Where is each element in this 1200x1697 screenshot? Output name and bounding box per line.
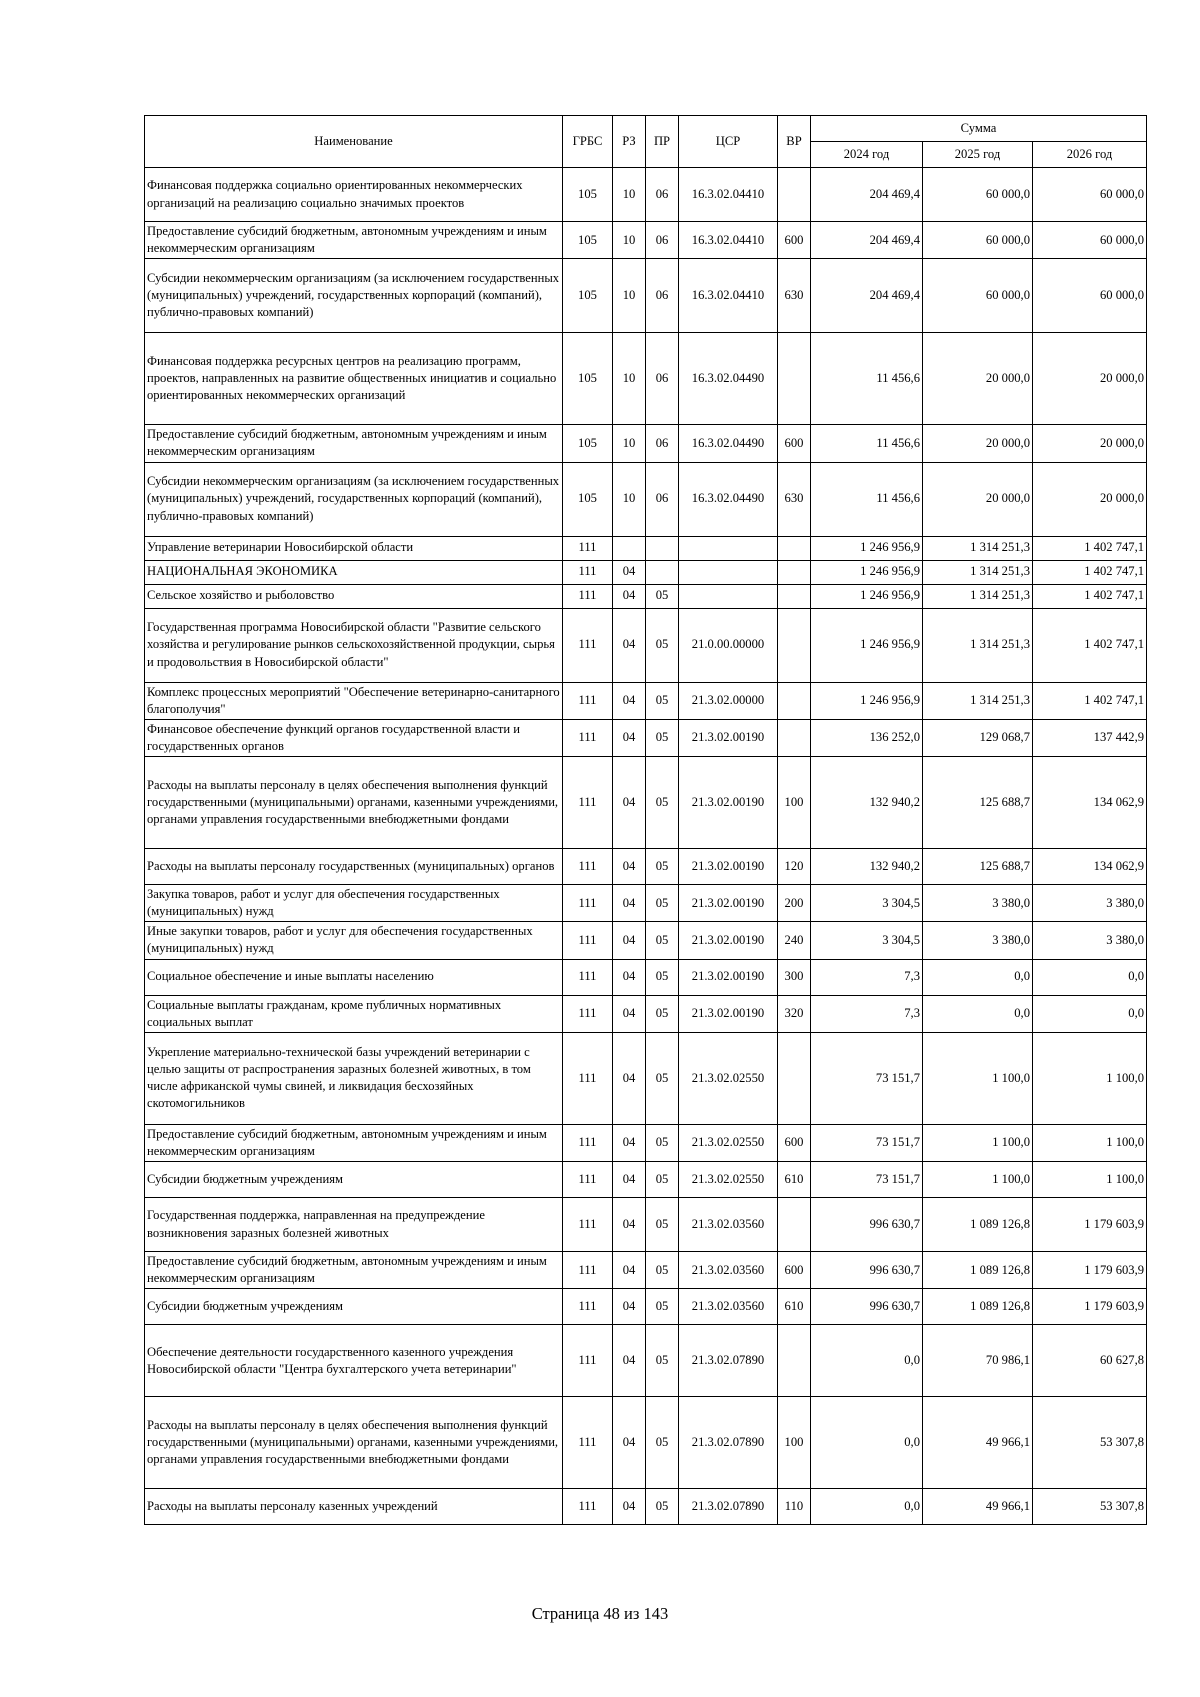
cell-grbs: 111	[563, 995, 613, 1032]
header-year-2026: 2026 год	[1033, 142, 1147, 168]
cell-name: Иные закупки товаров, работ и услуг для обеспечения государственных (муниципальных) нужд	[145, 922, 563, 959]
table-row	[145, 959, 1147, 995]
cell-y2024: 3 304,5	[811, 885, 923, 922]
cell-vr: 240	[778, 922, 811, 959]
cell-rz: 04	[613, 1397, 646, 1489]
table-row	[145, 1252, 1147, 1289]
cell-csr: 21.3.02.00000	[679, 682, 778, 719]
cell-y2026: 53 307,8	[1033, 1489, 1147, 1525]
cell-y2025: 0,0	[923, 959, 1033, 995]
cell-vr: 630	[778, 259, 811, 333]
cell-y2024: 73 151,7	[811, 1162, 923, 1198]
cell-csr	[679, 584, 778, 608]
cell-csr: 21.3.02.02550	[679, 1032, 778, 1124]
cell-y2025: 1 314 251,3	[923, 584, 1033, 608]
table-row	[145, 536, 1147, 560]
header-year-2025: 2025 год	[923, 142, 1033, 168]
cell-name: Субсидии некоммерческим организациям (за исключением государственных (муниципальных) учреждений, государственных корпораций (компаний), публично-правовых компаний)	[145, 462, 563, 536]
cell-name: Социальные выплаты гражданам, кроме публичных нормативных социальных выплат	[145, 995, 563, 1032]
cell-y2025: 3 380,0	[923, 885, 1033, 922]
cell-rz: 04	[613, 682, 646, 719]
cell-pr	[646, 536, 679, 560]
cell-pr	[646, 560, 679, 584]
header-grbs: ГРБС	[563, 116, 613, 168]
page-number: Страница 48 из 143	[531, 1604, 669, 1623]
cell-y2024: 7,3	[811, 959, 923, 995]
cell-rz: 04	[613, 1325, 646, 1397]
cell-csr: 16.3.02.04490	[679, 462, 778, 536]
cell-name: Государственная поддержка, направленная на предупреждение возникновения заразных болезней животных	[145, 1198, 563, 1252]
cell-csr: 21.3.02.02550	[679, 1124, 778, 1161]
cell-csr: 21.3.02.02550	[679, 1162, 778, 1198]
cell-y2026: 60 627,8	[1033, 1325, 1147, 1397]
cell-y2026: 20 000,0	[1033, 333, 1147, 425]
cell-y2024: 11 456,6	[811, 462, 923, 536]
cell-name: Финансовое обеспечение функций органов государственной власти и государственных органов	[145, 719, 563, 756]
cell-csr: 16.3.02.04410	[679, 168, 778, 222]
cell-grbs: 111	[563, 584, 613, 608]
cell-csr: 21.3.02.03560	[679, 1289, 778, 1325]
cell-rz: 04	[613, 1198, 646, 1252]
cell-rz: 04	[613, 995, 646, 1032]
cell-y2024: 996 630,7	[811, 1252, 923, 1289]
cell-vr: 610	[778, 1289, 811, 1325]
cell-grbs: 111	[563, 1252, 613, 1289]
cell-name: Предоставление субсидий бюджетным, автономным учреждениям и иным некоммерческим организациям	[145, 1252, 563, 1289]
cell-pr: 05	[646, 885, 679, 922]
cell-pr: 05	[646, 995, 679, 1032]
cell-vr	[778, 1325, 811, 1397]
cell-y2026: 134 062,9	[1033, 849, 1147, 885]
cell-y2024: 204 469,4	[811, 259, 923, 333]
cell-y2024: 1 246 956,9	[811, 536, 923, 560]
cell-name: Финансовая поддержка ресурсных центров на реализацию программ, проектов, направленных на развитие общественных инициатив и социально ориентированных некоммерческих организаций	[145, 333, 563, 425]
cell-pr: 06	[646, 333, 679, 425]
cell-grbs: 111	[563, 922, 613, 959]
table-row	[145, 849, 1147, 885]
cell-grbs: 111	[563, 757, 613, 849]
cell-vr	[778, 682, 811, 719]
table-row	[145, 1397, 1147, 1489]
table-row	[145, 719, 1147, 756]
cell-y2025: 1 314 251,3	[923, 560, 1033, 584]
cell-pr: 05	[646, 1162, 679, 1198]
cell-y2025: 70 986,1	[923, 1325, 1033, 1397]
cell-grbs: 111	[563, 536, 613, 560]
cell-csr: 16.3.02.04490	[679, 425, 778, 462]
cell-grbs: 111	[563, 1032, 613, 1124]
cell-pr: 05	[646, 1397, 679, 1489]
table-row	[145, 995, 1147, 1032]
cell-y2026: 0,0	[1033, 995, 1147, 1032]
budget-table	[144, 115, 1147, 1525]
cell-rz: 04	[613, 885, 646, 922]
cell-vr	[778, 584, 811, 608]
header-vr: ВР	[778, 116, 811, 168]
cell-y2025: 60 000,0	[923, 259, 1033, 333]
cell-vr: 110	[778, 1489, 811, 1525]
cell-y2024: 996 630,7	[811, 1289, 923, 1325]
cell-vr	[778, 168, 811, 222]
table-row	[145, 462, 1147, 536]
cell-csr	[679, 536, 778, 560]
cell-name: Расходы на выплаты персоналу казенных учреждений	[145, 1489, 563, 1525]
cell-y2024: 1 246 956,9	[811, 682, 923, 719]
cell-name: Расходы на выплаты персоналу в целях обеспечения выполнения функций государственными (муниципальными) органами, казенными учреждениями, органами управления государственными внебюджетными фондами	[145, 1397, 563, 1489]
table-row	[145, 1289, 1147, 1325]
cell-y2025: 1 089 126,8	[923, 1198, 1033, 1252]
cell-y2026: 1 100,0	[1033, 1032, 1147, 1124]
header-csr: ЦСР	[679, 116, 778, 168]
cell-y2026: 1 179 603,9	[1033, 1252, 1147, 1289]
cell-y2024: 132 940,2	[811, 757, 923, 849]
cell-y2024: 204 469,4	[811, 222, 923, 259]
cell-rz: 04	[613, 959, 646, 995]
cell-vr: 600	[778, 1124, 811, 1161]
cell-y2025: 1 314 251,3	[923, 536, 1033, 560]
table-row	[145, 1325, 1147, 1397]
cell-vr: 600	[778, 1252, 811, 1289]
table-row	[145, 222, 1147, 259]
table-row	[145, 560, 1147, 584]
cell-y2026: 60 000,0	[1033, 168, 1147, 222]
cell-rz: 04	[613, 1289, 646, 1325]
cell-csr: 21.3.02.00190	[679, 885, 778, 922]
cell-y2026: 3 380,0	[1033, 922, 1147, 959]
cell-y2026: 1 179 603,9	[1033, 1198, 1147, 1252]
cell-pr: 05	[646, 682, 679, 719]
cell-grbs: 111	[563, 682, 613, 719]
cell-grbs: 105	[563, 462, 613, 536]
table-row	[145, 885, 1147, 922]
cell-vr	[778, 1032, 811, 1124]
cell-rz: 10	[613, 259, 646, 333]
cell-y2024: 11 456,6	[811, 333, 923, 425]
cell-name: НАЦИОНАЛЬНАЯ ЭКОНОМИКА	[145, 560, 563, 584]
cell-name: Предоставление субсидий бюджетным, автономным учреждениям и иным некоммерческим организациям	[145, 425, 563, 462]
cell-y2024: 204 469,4	[811, 168, 923, 222]
cell-y2025: 1 100,0	[923, 1032, 1033, 1124]
header-sum: Сумма	[811, 116, 1147, 142]
cell-pr: 05	[646, 719, 679, 756]
header-rz: РЗ	[613, 116, 646, 168]
cell-y2025: 49 966,1	[923, 1489, 1033, 1525]
cell-pr: 06	[646, 425, 679, 462]
cell-grbs: 111	[563, 1124, 613, 1161]
cell-y2026: 134 062,9	[1033, 757, 1147, 849]
cell-csr: 21.3.02.07890	[679, 1397, 778, 1489]
cell-y2024: 73 151,7	[811, 1032, 923, 1124]
cell-pr: 05	[646, 1289, 679, 1325]
cell-rz: 04	[613, 1252, 646, 1289]
header-name: Наименование	[145, 116, 563, 168]
cell-y2025: 60 000,0	[923, 222, 1033, 259]
cell-grbs: 111	[563, 1325, 613, 1397]
cell-rz: 04	[613, 584, 646, 608]
cell-y2025: 1 089 126,8	[923, 1252, 1033, 1289]
cell-rz: 10	[613, 333, 646, 425]
cell-grbs: 111	[563, 959, 613, 995]
cell-pr: 05	[646, 1325, 679, 1397]
cell-y2026: 60 000,0	[1033, 222, 1147, 259]
cell-csr: 21.3.02.00190	[679, 849, 778, 885]
cell-y2025: 1 100,0	[923, 1124, 1033, 1161]
cell-csr: 21.3.02.00190	[679, 959, 778, 995]
cell-csr: 21.3.02.07890	[679, 1325, 778, 1397]
cell-rz: 04	[613, 719, 646, 756]
cell-vr: 600	[778, 425, 811, 462]
cell-grbs: 105	[563, 222, 613, 259]
cell-name: Сельское хозяйство и рыболовство	[145, 584, 563, 608]
cell-grbs: 111	[563, 608, 613, 682]
cell-y2024: 3 304,5	[811, 922, 923, 959]
cell-y2025: 125 688,7	[923, 757, 1033, 849]
cell-rz: 10	[613, 462, 646, 536]
cell-y2025: 1 100,0	[923, 1162, 1033, 1198]
cell-grbs: 111	[563, 1489, 613, 1525]
cell-csr: 21.3.02.00190	[679, 719, 778, 756]
cell-y2024: 7,3	[811, 995, 923, 1032]
table-row	[145, 168, 1147, 222]
cell-name: Государственная программа Новосибирской области "Развитие сельского хозяйства и регулирование рынков сельскохозяйственной продукции, сырья и продовольствия в Новосибирской области"	[145, 608, 563, 682]
cell-grbs: 105	[563, 168, 613, 222]
cell-pr: 05	[646, 1124, 679, 1161]
cell-y2026: 0,0	[1033, 959, 1147, 995]
cell-y2026: 53 307,8	[1033, 1397, 1147, 1489]
cell-name: Субсидии бюджетным учреждениям	[145, 1289, 563, 1325]
cell-vr: 600	[778, 222, 811, 259]
cell-csr: 21.0.00.00000	[679, 608, 778, 682]
cell-vr	[778, 1198, 811, 1252]
cell-y2024: 1 246 956,9	[811, 560, 923, 584]
cell-grbs: 111	[563, 1198, 613, 1252]
cell-pr: 05	[646, 757, 679, 849]
cell-y2024: 1 246 956,9	[811, 584, 923, 608]
cell-pr: 05	[646, 1489, 679, 1525]
table-row	[145, 757, 1147, 849]
cell-pr: 05	[646, 1252, 679, 1289]
table-row	[145, 1162, 1147, 1198]
cell-csr: 21.3.02.07890	[679, 1489, 778, 1525]
cell-pr: 05	[646, 1198, 679, 1252]
cell-rz: 04	[613, 1124, 646, 1161]
cell-vr	[778, 719, 811, 756]
cell-csr: 16.3.02.04410	[679, 259, 778, 333]
cell-name: Социальное обеспечение и иные выплаты населению	[145, 959, 563, 995]
cell-y2025: 1 314 251,3	[923, 608, 1033, 682]
cell-rz: 04	[613, 560, 646, 584]
cell-name: Предоставление субсидий бюджетным, автономным учреждениям и иным некоммерческим организациям	[145, 222, 563, 259]
cell-name: Субсидии некоммерческим организациям (за исключением государственных (муниципальных) учреждений, государственных корпораций (компаний), публично-правовых компаний)	[145, 259, 563, 333]
cell-pr: 05	[646, 584, 679, 608]
cell-pr: 05	[646, 959, 679, 995]
cell-y2026: 20 000,0	[1033, 425, 1147, 462]
cell-name: Предоставление субсидий бюджетным, автономным учреждениям и иным некоммерческим организациям	[145, 1124, 563, 1161]
cell-name: Закупка товаров, работ и услуг для обеспечения государственных (муниципальных) нужд	[145, 885, 563, 922]
cell-y2026: 1 402 747,1	[1033, 536, 1147, 560]
cell-y2025: 20 000,0	[923, 333, 1033, 425]
cell-name: Субсидии бюджетным учреждениям	[145, 1162, 563, 1198]
cell-vr: 300	[778, 959, 811, 995]
cell-y2026: 137 442,9	[1033, 719, 1147, 756]
table-row	[145, 425, 1147, 462]
header-year-2024: 2024 год	[811, 142, 923, 168]
cell-grbs: 111	[563, 719, 613, 756]
cell-rz: 10	[613, 222, 646, 259]
cell-csr: 21.3.02.00190	[679, 922, 778, 959]
cell-y2025: 3 380,0	[923, 922, 1033, 959]
cell-y2026: 1 402 747,1	[1033, 584, 1147, 608]
cell-y2025: 20 000,0	[923, 462, 1033, 536]
cell-y2025: 20 000,0	[923, 425, 1033, 462]
cell-grbs: 111	[563, 560, 613, 584]
cell-y2024: 11 456,6	[811, 425, 923, 462]
cell-y2024: 996 630,7	[811, 1198, 923, 1252]
cell-pr: 05	[646, 1032, 679, 1124]
cell-grbs: 105	[563, 259, 613, 333]
cell-rz: 04	[613, 1489, 646, 1525]
cell-grbs: 111	[563, 849, 613, 885]
cell-pr: 05	[646, 608, 679, 682]
cell-name: Финансовая поддержка социально ориентированных некоммерческих организаций на реализацию социально значимых проектов	[145, 168, 563, 222]
cell-y2024: 1 246 956,9	[811, 608, 923, 682]
cell-y2026: 1 402 747,1	[1033, 608, 1147, 682]
cell-rz: 04	[613, 1162, 646, 1198]
cell-vr: 610	[778, 1162, 811, 1198]
cell-rz: 04	[613, 757, 646, 849]
cell-csr	[679, 560, 778, 584]
table-row	[145, 922, 1147, 959]
header-pr: ПР	[646, 116, 679, 168]
cell-vr	[778, 608, 811, 682]
cell-vr	[778, 560, 811, 584]
cell-rz: 04	[613, 849, 646, 885]
cell-vr: 100	[778, 757, 811, 849]
cell-csr: 16.3.02.04410	[679, 222, 778, 259]
cell-y2026: 1 402 747,1	[1033, 682, 1147, 719]
cell-name: Расходы на выплаты персоналу в целях обеспечения выполнения функций государственными (муниципальными) органами, казенными учреждениями, органами управления государственными внебюджетными фондами	[145, 757, 563, 849]
cell-y2026: 1 100,0	[1033, 1162, 1147, 1198]
cell-y2025: 125 688,7	[923, 849, 1033, 885]
cell-y2024: 0,0	[811, 1489, 923, 1525]
cell-y2026: 1 100,0	[1033, 1124, 1147, 1161]
cell-vr: 320	[778, 995, 811, 1032]
cell-vr: 630	[778, 462, 811, 536]
cell-y2025: 60 000,0	[923, 168, 1033, 222]
cell-y2024: 136 252,0	[811, 719, 923, 756]
cell-y2025: 129 068,7	[923, 719, 1033, 756]
cell-pr: 05	[646, 922, 679, 959]
table-body	[145, 168, 1147, 1525]
cell-rz: 10	[613, 168, 646, 222]
cell-y2026: 60 000,0	[1033, 259, 1147, 333]
cell-y2024: 0,0	[811, 1325, 923, 1397]
cell-y2026: 1 179 603,9	[1033, 1289, 1147, 1325]
cell-name: Укрепление материально-технической базы учреждений ветеринарии с целью защиты от распространения заразных болезней животных, в том числе африканской чумы свиней, и ликвидация бесхозяйных скотомогильников	[145, 1032, 563, 1124]
cell-pr: 06	[646, 168, 679, 222]
cell-name: Расходы на выплаты персоналу государственных (муниципальных) органов	[145, 849, 563, 885]
cell-grbs: 105	[563, 425, 613, 462]
cell-y2026: 1 402 747,1	[1033, 560, 1147, 584]
table-row	[145, 608, 1147, 682]
cell-pr: 05	[646, 849, 679, 885]
cell-rz: 04	[613, 922, 646, 959]
cell-y2026: 3 380,0	[1033, 885, 1147, 922]
cell-csr: 16.3.02.04490	[679, 333, 778, 425]
cell-name: Обеспечение деятельности государственного казенного учреждения Новосибирской области "Центра бухгалтерского учета ветеринарии"	[145, 1325, 563, 1397]
cell-name: Комплекс процессных мероприятий "Обеспечение ветеринарно-санитарного благополучия"	[145, 682, 563, 719]
cell-pr: 06	[646, 462, 679, 536]
table-row	[145, 1032, 1147, 1124]
cell-grbs: 111	[563, 1397, 613, 1489]
cell-csr: 21.3.02.00190	[679, 757, 778, 849]
cell-rz: 04	[613, 608, 646, 682]
cell-csr: 21.3.02.03560	[679, 1198, 778, 1252]
cell-rz: 10	[613, 425, 646, 462]
table-row	[145, 584, 1147, 608]
cell-rz: 04	[613, 1032, 646, 1124]
cell-pr: 06	[646, 259, 679, 333]
cell-y2026: 20 000,0	[1033, 462, 1147, 536]
cell-grbs: 105	[563, 333, 613, 425]
cell-grbs: 111	[563, 885, 613, 922]
cell-y2024: 0,0	[811, 1397, 923, 1489]
table-row	[145, 1489, 1147, 1525]
cell-y2025: 0,0	[923, 995, 1033, 1032]
cell-pr: 06	[646, 222, 679, 259]
cell-vr	[778, 536, 811, 560]
table-row	[145, 1198, 1147, 1252]
table-row	[145, 682, 1147, 719]
cell-vr: 100	[778, 1397, 811, 1489]
cell-csr: 21.3.02.00190	[679, 995, 778, 1032]
cell-csr: 21.3.02.03560	[679, 1252, 778, 1289]
table-row	[145, 259, 1147, 333]
cell-y2025: 1 314 251,3	[923, 682, 1033, 719]
cell-grbs: 111	[563, 1162, 613, 1198]
cell-vr	[778, 333, 811, 425]
cell-y2025: 49 966,1	[923, 1397, 1033, 1489]
cell-rz	[613, 536, 646, 560]
cell-name: Управление ветеринарии Новосибирской области	[145, 536, 563, 560]
cell-grbs: 111	[563, 1289, 613, 1325]
cell-vr: 120	[778, 849, 811, 885]
cell-y2024: 132 940,2	[811, 849, 923, 885]
cell-vr: 200	[778, 885, 811, 922]
cell-y2025: 1 089 126,8	[923, 1289, 1033, 1325]
cell-y2024: 73 151,7	[811, 1124, 923, 1161]
table-row	[145, 333, 1147, 425]
table-row	[145, 1124, 1147, 1161]
